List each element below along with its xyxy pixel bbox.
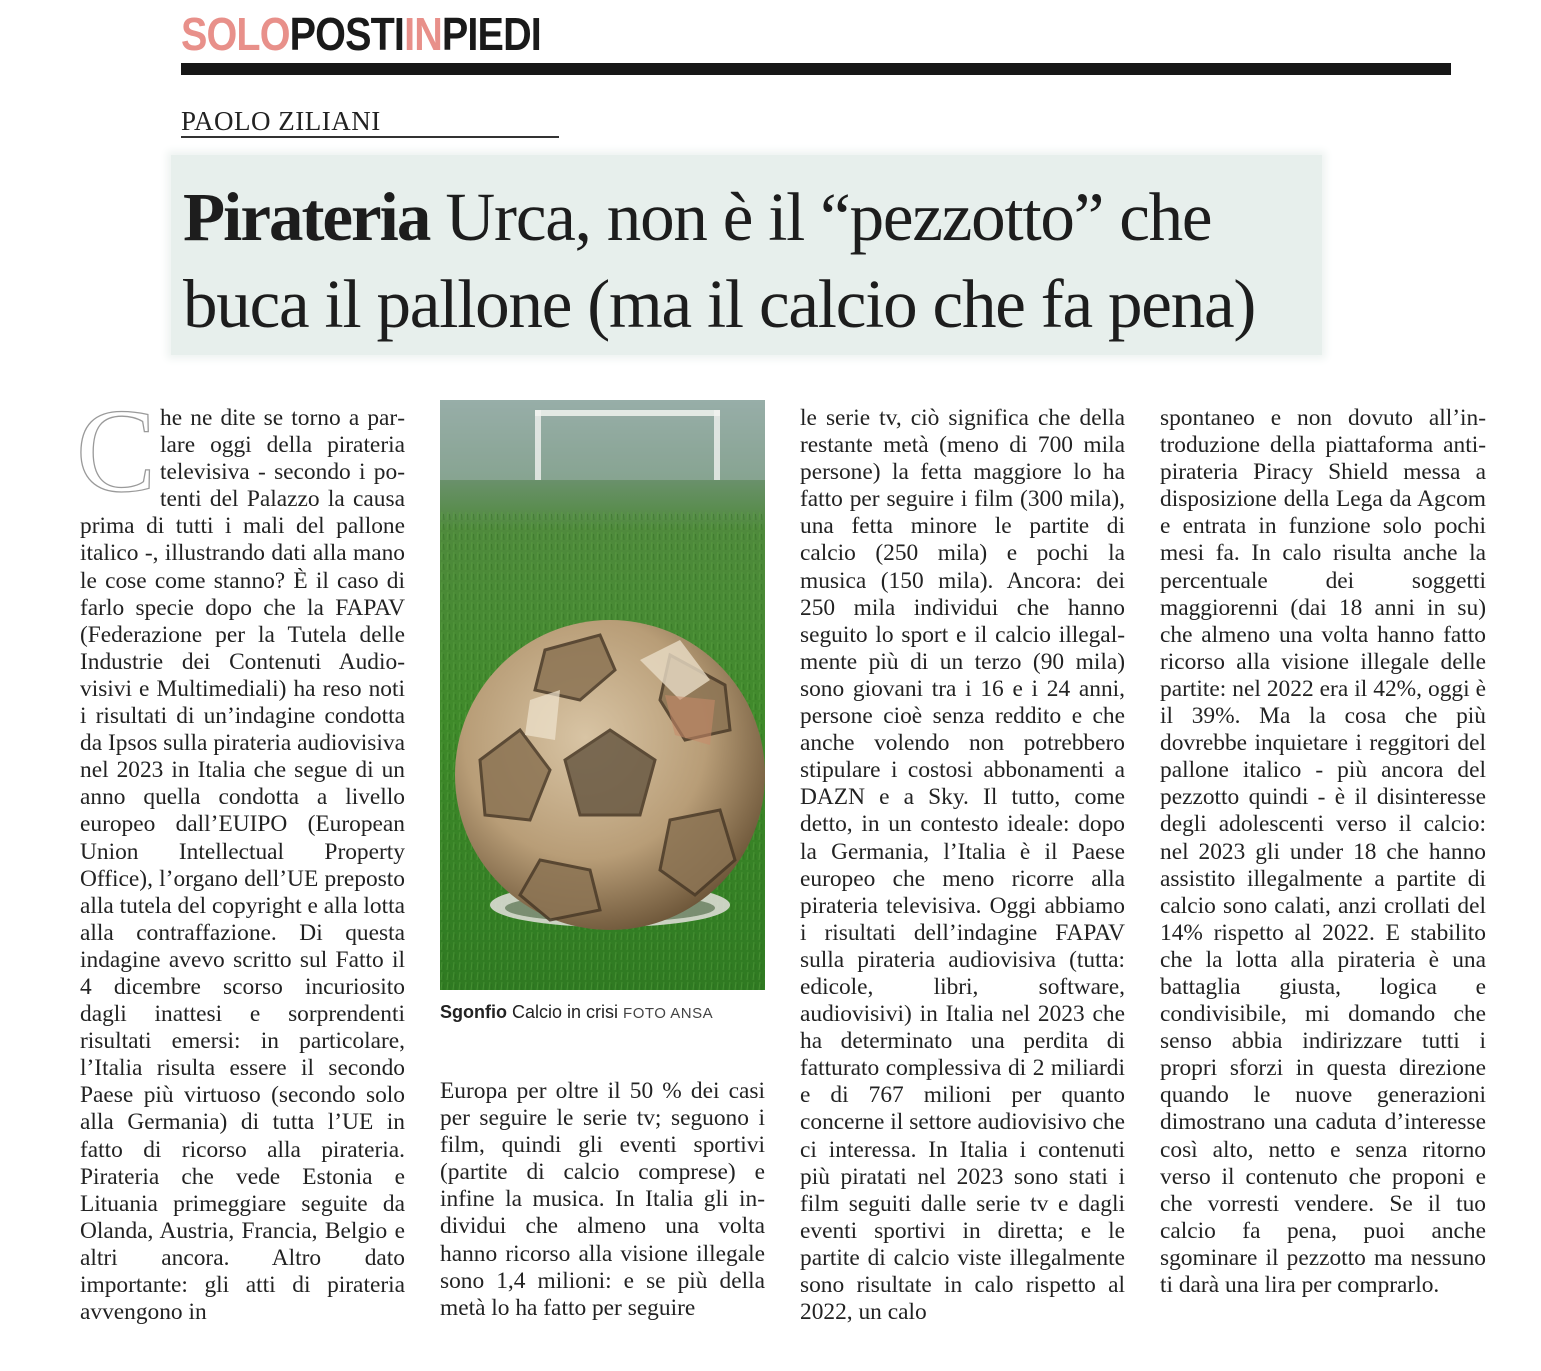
article-column-4 (1160, 405, 1486, 1299)
photo-credit: FOTO ANSA (623, 1005, 714, 1022)
caption-text: Calcio in crisi (512, 1002, 619, 1022)
article-column-1 (76, 384, 405, 1326)
byline-underline (181, 136, 559, 138)
rubric-posti: POSTI (289, 8, 405, 60)
column-1-text: he ne dite se torno a parlare oggi della pirateria televisiva - secondo i potenti del Palazzo la causa prima di tutti i mali del pallone italico -, illustrando dati alla mano le cose come stanno? È il caso di farlo specie dopo che la FAPAV (Federazione per la Tutela delle Industrie dei Contenuti Audiovisivi e Multimediali) ha reso noti i risultati di un’indagine condotta da Ipsos sulla pirateria audiovisiva nel 2023 in Italia che segue di un anno quella condotta a livello europeo dall’EUIPO (European Union Intellectual Property Office), l’organo dell’UE preposto alla tutela del copyright e alla lotta alla contraffazione. Di questa indagine avevo scritto sul Fatto il 4 dicembre scorso incuriosito dagli inattesi e sorprendenti risultati emersi: in particolare, l’Italia risulta essere il secondo Paese più virtuoso (secondo solo alla Germania) di tutta l’UE in fatto di ricorso alla pirateria. Pirateria che vede Estonia e Lituania primeggiare seguite da Olanda, Austria, Francia, Belgio e altri ancora. Altro dato importante: gli atti di pirateria avvengono in (80, 405, 405, 1326)
article-column-3 (800, 405, 1125, 1326)
caption-title: Sgonfio (440, 1002, 507, 1022)
column-4-text: spontaneo e non dovuto all’introduzione della piattaforma anti-pirateria Piracy Shield messa a disposizione della Lega da Agcom e entrata in funzione solo pochi mesi fa. In calo risulta anche la percentuale dei soggetti maggiorenni (dai 18 anni in su) che almeno una volta hanno fatto ricorso alla visione illegale delle partite: nel 2022 era il 42%, oggi è il 39%. Ma la cosa che più dovrebbe inquietare i reggitori del pallone italico - più ancora del pezzotto quindi - è il disinteresse degli adolescenti verso il calcio: nel 2023 gli under 18 che hanno assistito illegalmente a partite di calcio sono calati, anzi crollati del 14% rispetto al 2022. E stabilito che la lotta alla pirateria è una battaglia giusta, logica e condivisibile, mi domando che senso abbia indirizzare tutti i propri sforzi in questa direzione quando le nuove generazioni dimostrano una caduta d’interesse così alto, netto e senza ritorno verso il contenuto che proponi e che vorresti vendere. Se il tuo calcio fa pena, puoi anche sgominare il pezzotto ma nessuno ti darà una lira per comprarlo. (1160, 405, 1486, 1298)
football-photo (440, 400, 765, 990)
article-column-2 (440, 1078, 765, 1322)
headline-text: Urca, non è il “pezzotto” che buca il pallone (ma il calcio che fa pena) (183, 179, 1256, 342)
author-byline: PAOLO ZILIANI (181, 106, 381, 136)
article-headline (183, 174, 1323, 348)
deflated-football-photo (440, 400, 765, 990)
section-divider-bar (181, 63, 1451, 75)
photo-caption (440, 1000, 713, 1026)
drop-cap: C (76, 384, 157, 517)
headline-kicker: Pirateria (183, 179, 430, 255)
rubric-in: IN (404, 8, 442, 60)
rubric-piedi: PIEDI (441, 8, 541, 60)
rubric-solo: SOLO (181, 8, 290, 60)
section-rubric (181, 6, 541, 62)
column-2-text: Europa per oltre il 50 % dei casi per seguire le serie tv; seguono i film, quindi gli eventi sportivi (partite di calcio comprese) e infine la musica. In Italia gli individui che almeno una volta hanno ricorso alla visione illegale sono 1,4 milioni: e se più della metà lo ha fatto per seguire (440, 1078, 765, 1321)
column-3-text: le serie tv, ciò significa che della restante metà (meno di 700 mila persone) la fetta maggiore lo ha fatto per seguire i film (300 mila), una fetta minore le partite di calcio (250 mila) e pochi la musica (150 mila). Ancora: dei 250 mila individui che hanno seguito lo sport e il calcio illegalmente più di un terzo (90 mila) sono giovani tra i 16 e i 24 anni, persone cioè senza reddito e che anche volendo non potrebbero stipulare i costosi abbonamenti a DAZN e a Sky. Il tutto, come detto, in un contesto ideale: dopo la Germania, l’Italia è il Paese europeo che meno ricorre alla pirateria televisiva. Oggi abbiamo i risultati dell’indagine FAPAV sulla pirateria audiovisiva (tutta: edicole, libri, software, audiovisivi) in Italia nel 2023 che ha determinato una perdita di fatturato complessiva di 2 miliardi e di 767 milioni per quanto concerne il settore audiovisivo che ci interessa. In Italia i contenuti più piratati nel 2023 sono stati i film seguiti dalle serie tv e dagli eventi sportivi in diretta; e le partite di calcio viste illegalmente sono risultate in calo rispetto al 2022, un calo (800, 405, 1125, 1326)
